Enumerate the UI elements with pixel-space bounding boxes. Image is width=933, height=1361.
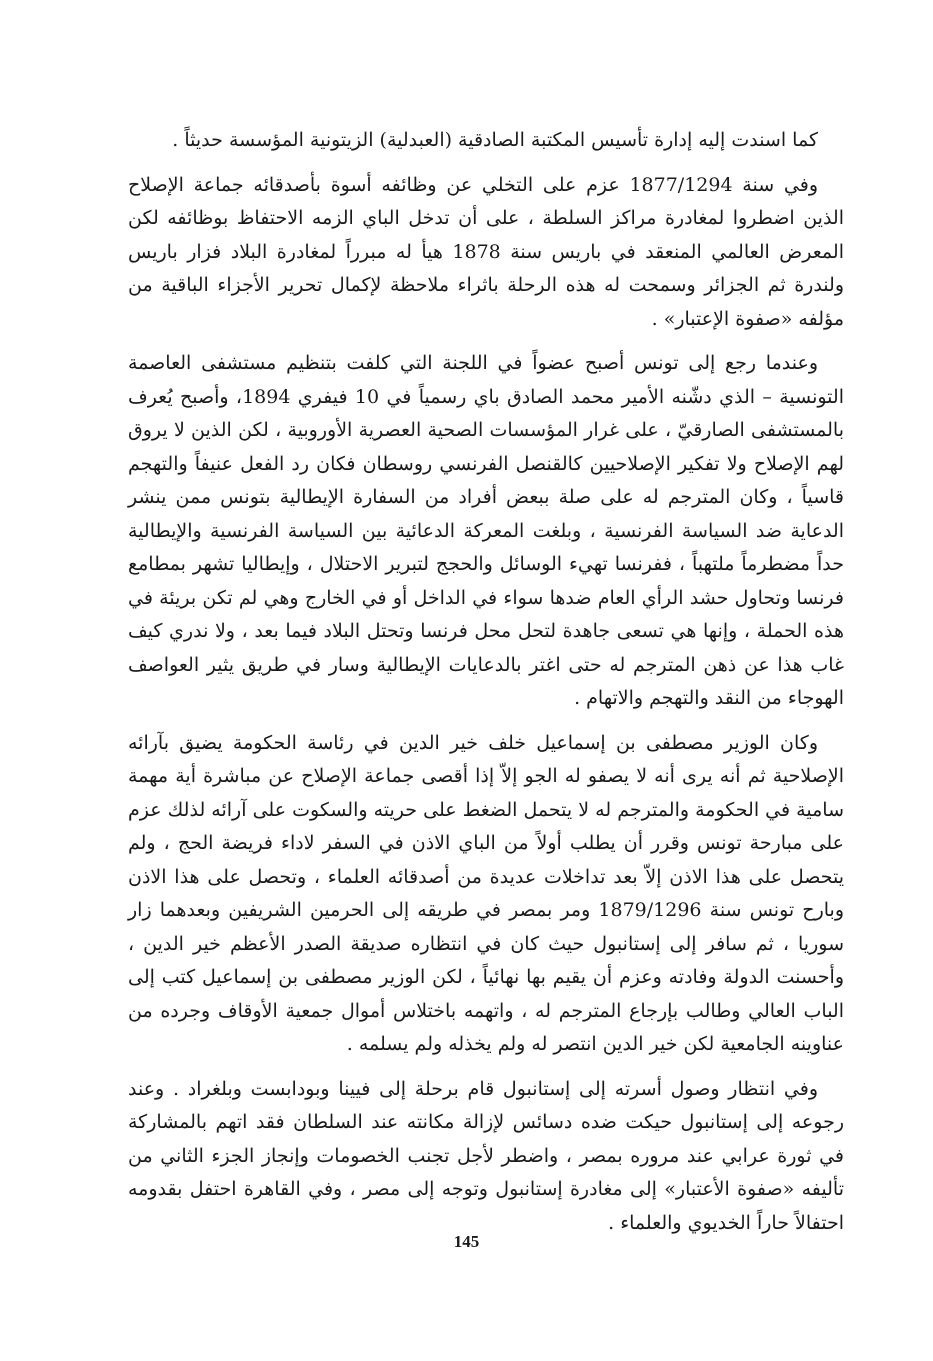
paragraph-paris-trip: وفي سنة 1877/1294 عزم على التخلي عن وظائفه أسوة بأصدقائه جماعة الإصلاح الذين اضطروا لمغادرة مراكز السلطة ، على أن تدخل الباي الزمه الاحتفاظ بوظائفه لكن المعرض العالمي المنعقد في باريس سنة 1878 هيأ له مبرراً لمغادرة البلاد فزار باريس ولندرة ثم الجزائر وسمحت له هذه الرحلة باثراء ملاحظة لإكمال تحرير الأجزاء الباقية من مؤلفه «صفوة الإعتبار» . xyxy=(128,173,844,330)
paragraph-istanbul: وفي انتظار وصول أسرته إلى إستانبول قام برحلة إلى فيينا وبودابست وبلغراد . وعند رجوعه إلى إستانبول حيكت ضده دسائس لإزالة مكانته عند السلطان فقد اتهم بالمشاركة في ثورة عرابي عند مروره بمصر ، واضطر لأجل تجنب الخصومات وإنجاز الجزء الثاني من تأليفه «صفوة الأعتبار» إلى مغادرة إستانبول وتوجه إلى مصر ، وفي القاهرة احتفل بقدومه احتفالاً حاراً الخديوي والعلماء . xyxy=(128,1077,844,1234)
page-number: 145 xyxy=(453,1232,480,1251)
paragraph-hospital: وعندما رجع إلى تونس أصبح عضواً في اللجنة التي كلفت بتنظيم مستشفى العاصمة التونسية – الذي دشّنه الأمير محمد الصادق باي رسمياً في 10 فيفري 1894، وأصبح يُعرف بالمستشفى الصارقيّ ، على غرار المؤسسات الصحية العصرية الأوروبية ، لكن الذين لا يروق لهم الإصلاح ولا تفكير الإصلاحيين كالقنصل الفرنسي روسطان فكان رد الفعل عنيفاً والتهجم قاسياً ، وكان المترجم له على صلة ببعض أفراد من السفارة الإيطالية بتونس ممن ينشر الدعاية ضد السياسة الفرنسية ، وبلغت المعركة الدعائية بين السياسة الفرنسية والإيطالية حداً مضطرماً ملتهباً ، ففرنسا تهيء الوسائل والحجج لتبرير الاحتلال ، وإيطاليا تشهر بمطامع فرنسا وتحاول حشد الرأي العام ضدها سواء في الداخل أو في الخارج وهي لم تكن بريئة في هذه الحملة ، وإنها هي تسعى جاهدة لتحل محل فرنسا وتحتل البلاد فيما بعد ، ولا ندري كيف غاب هذا عن ذهن المترجم له حتى اغتر بالدعايات الإيطالية وسار في طريق يثير العواصف الهوجاء من النقد والتهجم والاتهام . xyxy=(128,352,844,709)
paragraph-library: كما اسندت إليه إدارة تأسيس المكتبة الصادقية (العبدلية) الزيتونية المؤسسة حديثاً . xyxy=(172,129,818,151)
page-body xyxy=(128,124,844,1251)
paragraph-departure: وكان الوزير مصطفى بن إسماعيل خلف خير الدين في رئاسة الحكومة يضيق بآرائه الإصلاحية ثم أنه يرى أنه لا يصفو له الجو إلاّ إذا أقصى جماعة الإصلاح عن مباشرة أية مهمة سامية في الحكومة والمترجم له لا يتحمل الضغط على حريته والسكوت على آرائه لذلك عزم على مبارحة تونس وقرر أن يطلب أولاً من الباي الاذن في السفر لاداء فريضة الحج ، ولم يتحصل على هذا الاذن إلاّ بعد تداخلات عديدة من أصدقائه العلماء ، وتحصل على هذا الاذن وبارح تونس سنة 1879/1296 ومر بمصر في طريقه إلى الحرمين الشريفين وبعدهما زار سوريا ، ثم سافر إلى إستانبول حيث كان في انتظاره صديقة الصدر الأعظم خير الدين ، وأحسنت الدولة وفادته وعزم أن يقيم بها نهائياً ، لكن الوزير مصطفى بن إسماعيل كتب إلى الباب العالي وطالب بإرجاع المترجم له ، واتهمه باختلاس أموال جمعية الأوقاف وجرده من عناوينه الجامعية لكن خير الدين انتصر له ولم يخذله ولم يسلمه . xyxy=(128,731,844,1055)
